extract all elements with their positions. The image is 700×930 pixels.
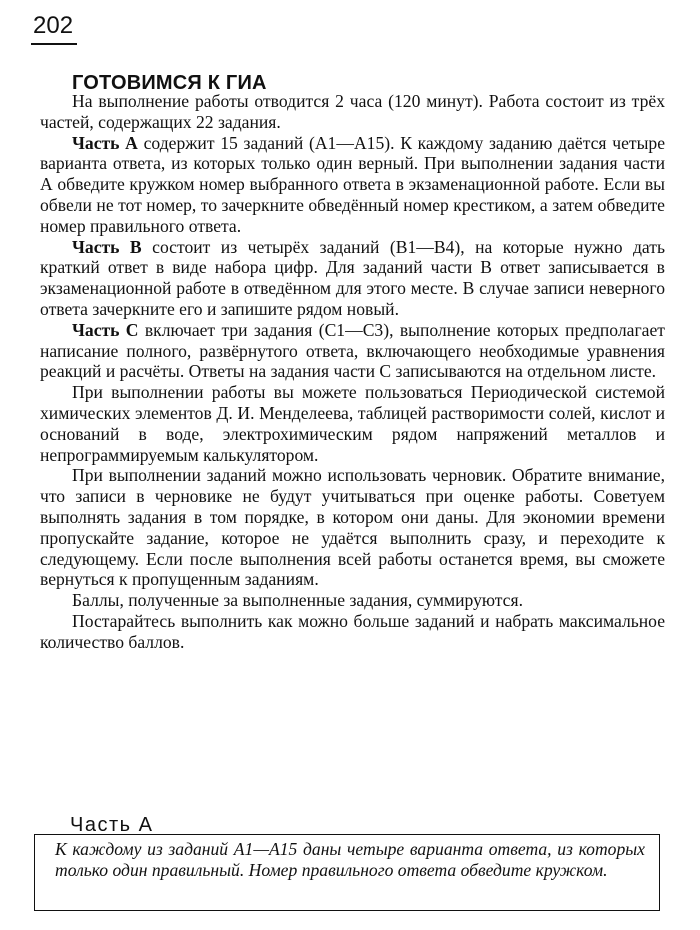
paragraph-text: При выполнении работы вы можете пользоваться Периодической системой химических элементов Д. И. Менделеева, таблицей растворимости солей, кислот и оснований в воде, электрохимическим рядом напряжений металлов и непрограммируемым калькулятором. xyxy=(40,382,665,465)
part-a-instruction-box xyxy=(34,834,660,911)
section-title: ГОТОВИМСЯ К ГИА xyxy=(72,72,267,95)
paragraph-text: Постарайтесь выполнить как можно больше заданий и набрать максимальное количество баллов. xyxy=(40,610,665,652)
paragraph-lead: Часть С xyxy=(72,319,139,340)
paragraph-part-c xyxy=(40,320,665,382)
paragraph-allowed-materials xyxy=(40,382,665,465)
paragraph-part-a xyxy=(40,133,665,237)
part-a-instruction: К каждому из заданий А1—А15 даны четыре варианта ответа, из которых только один правильный. Номер правильного ответа обведите кружком. xyxy=(55,839,645,880)
page-number: 202 xyxy=(33,12,74,39)
paragraph-text: При выполнении заданий можно использовать черновик. Обратите внимание, что записи в черновике не будут учитываться при оценке работы. Советуем выполнять задания в том порядке, в котором они даны. Для экономии времени пропускайте задание, которое не удаётся выполнить сразу, и переходите к следующему. Если после выполнения всей работы останется время, вы сможете вернуться к пропущенным заданиям. xyxy=(40,465,665,590)
exam-instructions xyxy=(40,91,665,653)
paragraph-part-b xyxy=(40,237,665,320)
paragraph-scoring xyxy=(40,590,665,611)
paragraph-lead: Часть В xyxy=(72,236,142,257)
page-number-underline xyxy=(31,43,77,45)
paragraph-text: состоит из четырёх заданий (В1—В4), на которые нужно дать краткий ответ в виде набора цифр. Для заданий части В ответ записывается в экзаменационной работе в отведённом для этого месте. В случае записи неверного ответа зачеркните его и запишите рядом новый. xyxy=(40,236,665,319)
part-a-heading: Часть А xyxy=(70,813,154,836)
paragraph-text: содержит 15 заданий (А1—А15). К каждому заданию даётся четыре варианта ответа, из которых только один верный. При выполнении задания части А обведите кружком номер выбранного ответа в экзаменационной работе. Если вы обвели не тот номер, то зачеркните обведённый номер крестиком, а затем обведите номер правильного ответа. xyxy=(40,132,665,236)
paragraph-text: На выполнение работы отводится 2 часа (120 минут). Работа состоит из трёх частей, содержащих 22 задания. xyxy=(40,91,665,132)
paragraph-text: Баллы, полученные за выполненные задания, суммируются. xyxy=(72,590,523,611)
paragraph-duration xyxy=(40,91,665,133)
paragraph-text: включает три задания (С1—С3), выполнение которых предполагает написание полного, развёрнутого ответа, включающего необходимые уравнения реакций и расчёты. Ответы на задания части С записываются на отдельном листе. xyxy=(40,319,665,382)
paragraph-lead: Часть А xyxy=(72,132,138,153)
paragraph-draft-advice xyxy=(40,465,665,590)
paragraph-encouragement xyxy=(40,611,665,653)
